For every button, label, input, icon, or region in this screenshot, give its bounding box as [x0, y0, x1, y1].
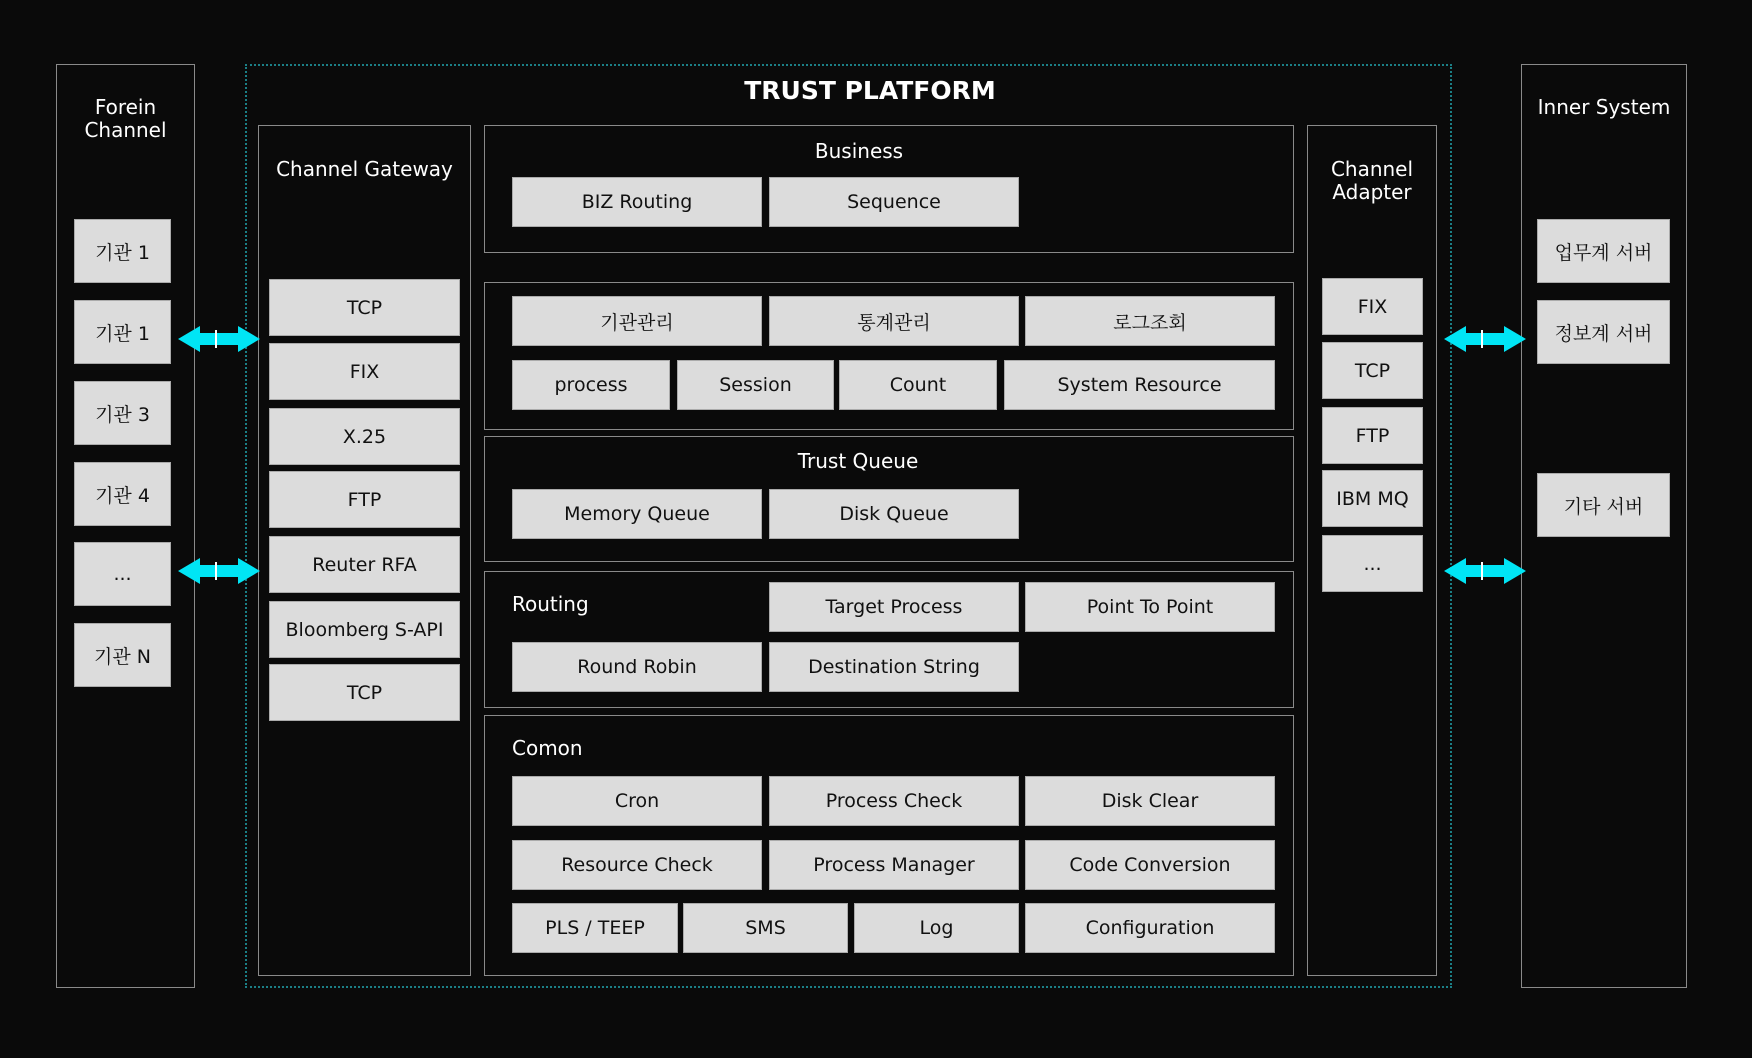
process-box: process: [512, 360, 670, 410]
adapter-ibm-mq: IBM MQ: [1322, 470, 1423, 527]
foreign-channel-panel: [56, 64, 195, 988]
common-title: Comon: [512, 736, 583, 760]
adapter-ftp: FTP: [1322, 407, 1423, 464]
adapter-tcp: TCP: [1322, 342, 1423, 399]
round-robin-box: Round Robin: [512, 642, 762, 692]
foreign-org-1: 기관 1: [74, 219, 171, 283]
double-arrow-icon: [178, 324, 260, 354]
double-arrow-icon: [1444, 324, 1526, 354]
pls-teep-box: PLS / TEEP: [512, 903, 678, 953]
gateway-tcp-2: TCP: [269, 664, 460, 721]
foreign-channel-title: Forein Channel: [84, 95, 167, 142]
trust-queue-title: Trust Queue: [797, 449, 919, 473]
channel-adapter-title: Channel Adapter: [1330, 157, 1414, 204]
disk-queue-box: Disk Queue: [769, 489, 1019, 539]
sms-box: SMS: [683, 903, 848, 953]
channel-gateway-title: Channel Gateway: [276, 157, 453, 181]
stats-management-box: 통계관리: [769, 296, 1019, 346]
org-management-box: 기관관리: [512, 296, 762, 346]
double-arrow-icon: [1444, 556, 1526, 586]
code-conversion-box: Code Conversion: [1025, 840, 1275, 890]
foreign-org-n: 기관 N: [74, 623, 171, 687]
gateway-fix: FIX: [269, 343, 460, 400]
adapter-fix: FIX: [1322, 278, 1423, 335]
gateway-ftp: FTP: [269, 471, 460, 528]
inner-system-title: Inner System: [1537, 95, 1671, 119]
cron-box: Cron: [512, 776, 762, 826]
routing-title: Routing: [512, 592, 589, 616]
biz-routing-box: BIZ Routing: [512, 177, 762, 227]
log-box: Log: [854, 903, 1019, 953]
other-server-box: 기타 서버: [1537, 473, 1670, 537]
foreign-org-4: 기관 4: [74, 462, 171, 526]
sequence-box: Sequence: [769, 177, 1019, 227]
memory-queue-box: Memory Queue: [512, 489, 762, 539]
process-manager-box: Process Manager: [769, 840, 1019, 890]
foreign-org-3: 기관 3: [74, 381, 171, 445]
destination-string-box: Destination String: [769, 642, 1019, 692]
gateway-x25: X.25: [269, 408, 460, 465]
business-title: Business: [814, 139, 904, 163]
foreign-org-2: 기관 1: [74, 300, 171, 364]
count-box: Count: [839, 360, 997, 410]
system-resource-box: System Resource: [1004, 360, 1275, 410]
double-arrow-icon: [178, 556, 260, 586]
disk-clear-box: Disk Clear: [1025, 776, 1275, 826]
gateway-reuter-rfa: Reuter RFA: [269, 536, 460, 593]
foreign-org-more: ...: [74, 542, 171, 606]
business-server-box: 업무계 서버: [1537, 219, 1670, 283]
info-server-box: 정보계 서버: [1537, 300, 1670, 364]
log-view-box: 로그조회: [1025, 296, 1275, 346]
gateway-tcp: TCP: [269, 279, 460, 336]
platform-title: TRUST PLATFORM: [744, 76, 996, 105]
process-check-box: Process Check: [769, 776, 1019, 826]
target-process-box: Target Process: [769, 582, 1019, 632]
session-box: Session: [677, 360, 834, 410]
gateway-bloomberg-sapi: Bloomberg S-API: [269, 601, 460, 658]
resource-check-box: Resource Check: [512, 840, 762, 890]
point-to-point-box: Point To Point: [1025, 582, 1275, 632]
configuration-box: Configuration: [1025, 903, 1275, 953]
adapter-more: ...: [1322, 535, 1423, 592]
